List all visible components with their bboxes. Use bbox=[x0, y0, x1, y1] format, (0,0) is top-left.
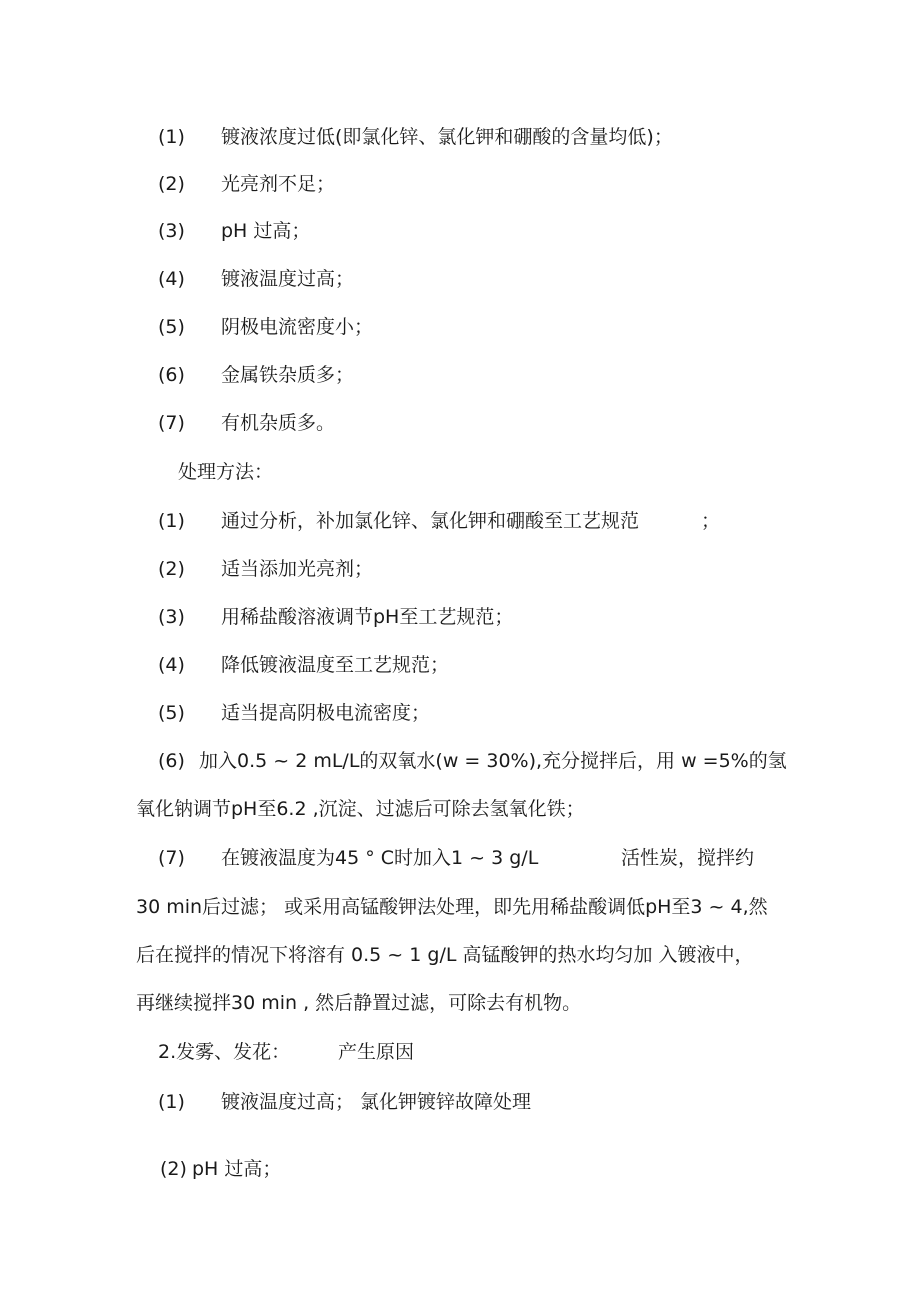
treatment-item-7-line4: 再继续搅拌30 min , 然后静置过滤，可除去有机物。 bbox=[136, 992, 582, 1014]
treatment-item-1: 通过分析，补加氯化锌、氯化钾和硼酸至工艺规范 bbox=[221, 510, 640, 532]
list-number: (4) bbox=[158, 268, 185, 290]
list-number: (1) bbox=[158, 510, 185, 532]
treatment-item-5: 适当提高阴极电流密度； bbox=[221, 702, 431, 724]
list-number: (5) bbox=[158, 702, 185, 724]
section-2-item-2: pH 过高； bbox=[192, 1158, 282, 1180]
treatment-item-7-line3: 后在搅拌的情况下将溶有 0.5 ~ 1 g/L 高锰酸钾的热水均匀加 入镀液中， bbox=[136, 944, 754, 966]
list-number: (1) bbox=[158, 1091, 185, 1113]
list-number: (3) bbox=[158, 606, 185, 628]
cause-item-6: 金属铁杂质多； bbox=[221, 364, 355, 386]
treatment-item-6-line2: 氧化钠调节pH至6.2 ,沉淀、过滤后可除去氢氧化铁； bbox=[136, 798, 585, 820]
section-2-title: 2.发雾、发花： bbox=[158, 1041, 291, 1063]
list-number: (2) bbox=[158, 558, 185, 580]
treatment-item-4: 降低镀液温度至工艺规范； bbox=[221, 654, 450, 676]
list-number: (2) bbox=[158, 173, 185, 195]
treatment-item-2: 适当添加光亮剂； bbox=[221, 558, 374, 580]
cause-item-4: 镀液温度过高； bbox=[221, 268, 355, 290]
list-number: (1) bbox=[158, 126, 185, 148]
treatment-item-6-line1: 加入0.5 ~ 2 mL/L的双氧水(w = 30%),充分搅拌后，用 w =5%的氢 bbox=[199, 750, 787, 772]
treatment-item-7-line1a: 在镀液温度为45 ° C时加入1 ~ 3 g/L bbox=[221, 847, 539, 869]
cause-item-7: 有机杂质多。 bbox=[221, 412, 336, 434]
treatment-heading: 处理方法： bbox=[178, 461, 274, 483]
list-number: (7) bbox=[158, 412, 185, 434]
treatment-item-3: 用稀盐酸溶液调节pH至工艺规范； bbox=[221, 606, 514, 628]
cause-item-2: 光亮剂不足； bbox=[221, 173, 336, 195]
list-number: (6) bbox=[158, 364, 185, 386]
list-number: (4) bbox=[158, 654, 185, 676]
cause-item-5: 阴极电流密度小； bbox=[221, 316, 374, 338]
cause-item-3: pH 过高； bbox=[221, 220, 311, 242]
section-2-item-1: 镀液温度过高； 氯化钾镀锌故障处理 bbox=[221, 1091, 532, 1113]
cause-item-1: 镀液浓度过低(即氯化锌、氯化钾和硼酸的含量均低)； bbox=[221, 126, 673, 148]
treatment-item-1-tail: ； bbox=[701, 510, 721, 532]
section-2-cause-heading: 产生原因 bbox=[338, 1041, 415, 1063]
list-number: (6) bbox=[158, 750, 185, 772]
list-number: (7) bbox=[158, 847, 185, 869]
list-number: (3) bbox=[158, 220, 185, 242]
treatment-item-7-line2: 30 min后过滤； 或采用高锰酸钾法处理，即先用稀盐酸调低pH至3 ~ 4,然 bbox=[136, 896, 768, 918]
list-number: (2) bbox=[160, 1158, 187, 1180]
treatment-item-7-line1b: 活性炭，搅拌约 bbox=[621, 847, 755, 869]
list-number: (5) bbox=[158, 316, 185, 338]
